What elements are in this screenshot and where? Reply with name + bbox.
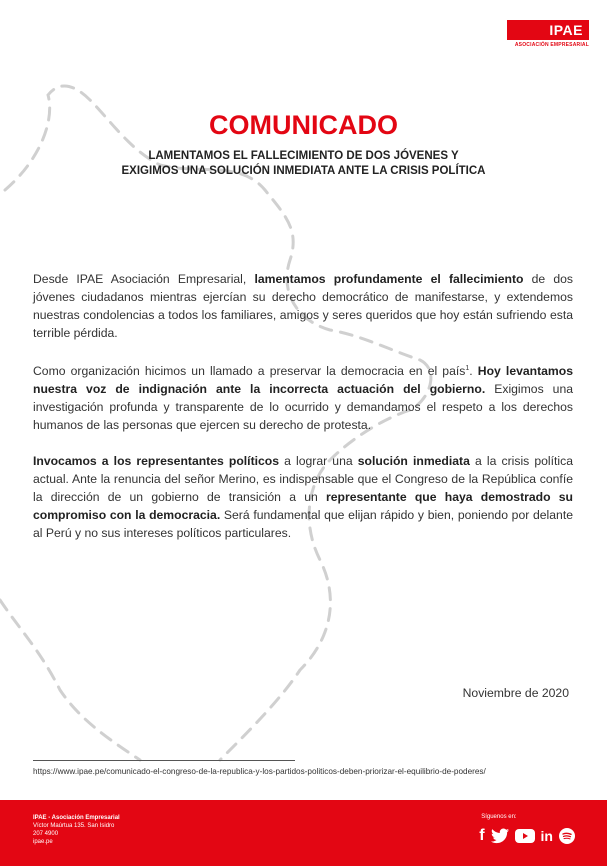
logo-tagline: ASOCIACIÓN EMPRESARIAL [514,42,589,48]
p3-text-d: a la crisis política actual. Ante la renuncia del señor Merino, es indispensable que el Congreso de la República confíe la dirección de un gobierno de transición a un [33,454,573,505]
linkedin-icon[interactable]: in [540,828,553,844]
p2-bold: Hoy levantamos nuestra voz de indignación ante la incorrecta actuación del gobierno. [33,364,573,397]
footer-phone: 207 4900 [33,831,59,837]
youtube-icon[interactable] [515,829,535,843]
page-subtitle [60,149,547,179]
footer-org: IPAE - Asociación Empresarial [33,815,120,821]
footnote-link[interactable]: https://www.ipae.pe/comunicado-el-congreso-de-la-republica-y-los-partidos-politicos-deben-priorizar-el-equilibrio-de-poderes/ [33,767,486,776]
social-icons [479,826,575,846]
ipae-logo [507,20,589,48]
footer-social [479,814,575,846]
footnote-divider [33,760,295,761]
footer-bar [0,800,607,866]
footer-web[interactable]: ipae.pe [33,839,53,845]
p3-bold-c: solución inmediata [357,454,470,469]
document-date: Noviembre de 2020 [462,686,569,700]
p2-text-b: . [469,364,478,379]
p2-text-d: Exigimos una investigación profunda y transparente de lo ocurrido y demandamos el respeto a los derechos humanos de las personas que ejercen su derecho de protesta. [33,382,574,433]
p2-text-a: Como organización hicimos un llamado a preservar la democracia en el país [33,364,466,379]
p1-bold: lamentamos profundamente el fallecimiento [254,272,524,286]
p3-bold-e: representante que haya demostrado su compromiso con la democracia. [33,490,573,523]
paragraph-2 [33,360,573,434]
footnote-ref: 1 [465,365,470,372]
subtitle-line-1: LAMENTAMOS EL FALLECIMIENTO DE DOS JÓVENES Y [148,150,459,162]
spotify-icon[interactable] [559,828,575,844]
p1-text-c: de dos jóvenes ciudadanos mientras ejercían su derecho democrático de manifestarse, y extendemos nuestras condolencias a todos los familiares, amigos y seres queridos que hoy están sufriendo esta terrible pérdida. [33,272,574,340]
paragraph-3 [33,452,573,542]
page-title: COMUNICADO [209,110,398,140]
p3-text-b: a lograr una [279,454,358,469]
facebook-icon[interactable]: f [479,827,485,844]
footer-contact [33,814,120,846]
p1-text-a: Desde IPAE Asociación Empresarial, [33,272,255,286]
body-text [33,270,573,560]
subtitle-line-2: EXIGIMOS UNA SOLUCIÓN INMEDIATA ANTE LA CRISIS POLÍTICA [121,165,486,177]
logo-wordmark: IPAE [507,20,589,40]
footer-address: Víctor Maúrtua 135. San Isidro [33,823,115,829]
twitter-icon[interactable] [491,828,509,844]
paragraph-1 [33,270,573,342]
follow-label: Síguenos en: [481,814,517,820]
p3-text-f: Será fundamental que elijan rápido y bien, poniendo por delante al Perú y no sus intereses políticos particulares. [33,508,573,541]
p3-bold-a: Invocamos a los representantes políticos [33,454,280,469]
